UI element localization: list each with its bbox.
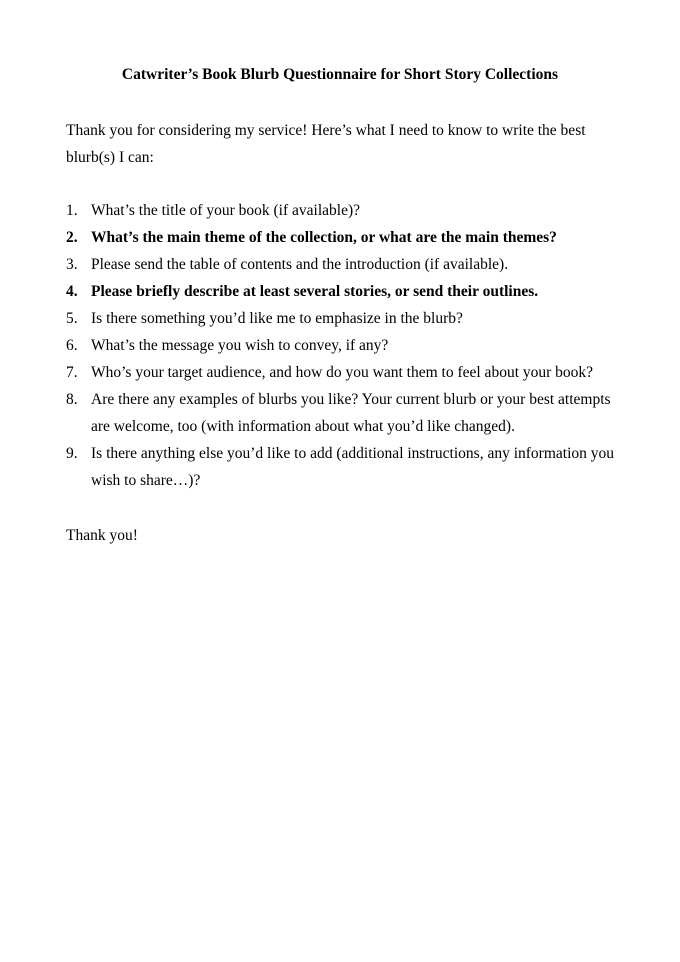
list-item-text: Is there something you’d like me to emphasize in the blurb?	[91, 310, 463, 327]
list-item-text: What’s the main theme of the collection, or what are the main themes?	[91, 229, 557, 246]
list-item	[66, 251, 626, 278]
list-item-number: 4.	[66, 283, 78, 300]
list-item-number: 3.	[66, 256, 78, 273]
list-item-text: What’s the message you wish to convey, if any?	[91, 337, 389, 354]
list-item-text: Is there anything else you’d like to add (additional instructions, any information you wish to share…)?	[91, 445, 615, 489]
closing-text: Thank you!	[66, 527, 138, 544]
list-item-number: 7.	[66, 364, 78, 381]
list-item-number: 6.	[66, 337, 78, 354]
list-item-number: 2.	[66, 229, 78, 246]
list-item-text: Please briefly describe at least several stories, or send their outlines.	[91, 283, 539, 300]
list-item	[66, 332, 626, 359]
intro-paragraph: Thank you for considering my service! Here’s what I need to know to write the best blurb(s) I can:	[66, 122, 586, 166]
list-item	[66, 305, 626, 332]
list-item-number: 5.	[66, 310, 78, 327]
questions-list	[66, 197, 626, 494]
list-item	[66, 197, 626, 224]
list-item	[66, 224, 626, 251]
list-item-text: What’s the title of your book (if available)?	[91, 202, 361, 219]
list-item-number: 9.	[66, 445, 78, 462]
list-item	[66, 359, 626, 386]
list-item	[66, 278, 626, 305]
list-item-text: Please send the table of contents and the introduction (if available).	[91, 256, 509, 273]
list-item-number: 1.	[66, 202, 78, 219]
document-title: Catwriter’s Book Blurb Questionnaire for Short Story Collections	[121, 66, 559, 83]
list-item-text: Are there any examples of blurbs you like? Your current blurb or your best attempts are welcome, too (with information about what you’d like changed).	[91, 391, 611, 435]
list-item-text: Who’s your target audience, and how do you want them to feel about your book?	[91, 364, 594, 381]
list-item-number: 8.	[66, 391, 78, 408]
list-item	[66, 440, 626, 494]
list-item	[66, 386, 626, 440]
